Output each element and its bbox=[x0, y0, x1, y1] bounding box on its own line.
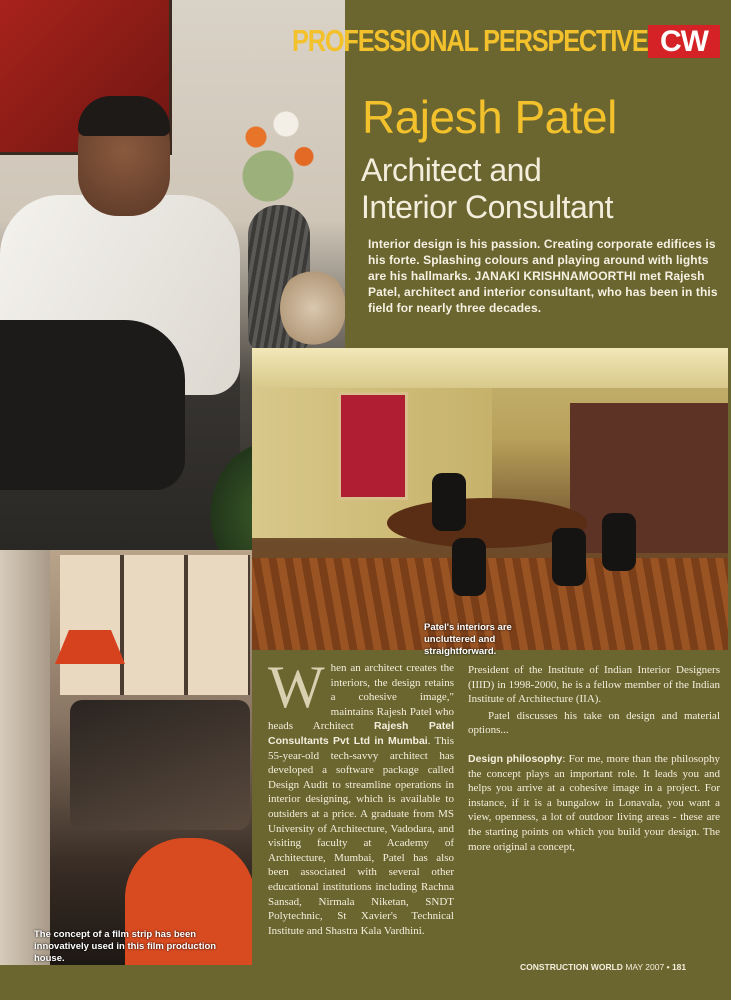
office-chair bbox=[602, 513, 636, 571]
article-column-1 bbox=[268, 654, 455, 938]
intro-standfirst: Interior design is his passion. Creating corporate edifices is his forte. Splashing colours and playing around with lights are his hallmarks. JANAKI KRISHNAMOORTHI met Rajesh Patel, architect and interior consultant, who has been in this field for nearly three decades. bbox=[368, 237, 718, 315]
subtitle-line-1: Architect and bbox=[361, 152, 542, 188]
studio-table bbox=[70, 700, 250, 830]
office-chair bbox=[452, 538, 486, 596]
office-chair bbox=[552, 528, 586, 586]
drop-cap: W bbox=[268, 654, 325, 720]
article-paragraph bbox=[268, 654, 455, 938]
article-paragraph bbox=[468, 752, 720, 854]
paragraph-text: hen an architect creates the interiors, the design retains a cohesive image," maintains Rajesh Patel who heads Architect bbox=[268, 662, 454, 733]
article-paragraph: Patel discusses his take on design and material options... bbox=[468, 709, 720, 737]
subtitle-line-2: Interior Consultant bbox=[361, 189, 613, 225]
article-column-2 bbox=[468, 661, 720, 854]
bullet: • bbox=[666, 962, 670, 972]
section-header bbox=[292, 22, 726, 60]
coral-decor bbox=[280, 268, 345, 348]
article-title: Rajesh Patel bbox=[362, 91, 617, 143]
office-photo bbox=[252, 348, 728, 650]
page-number: 181 bbox=[671, 962, 687, 972]
magazine-name: CONSTRUCTION WORLD bbox=[520, 962, 623, 972]
office-ceiling bbox=[252, 348, 728, 388]
red-artwork bbox=[338, 392, 408, 500]
section-title: PROFESSIONAL PERSPECTIVE bbox=[292, 23, 648, 58]
paragraph-text: . This 55-year-old tech-savvy architect has developed a software package called Design Audit to streamline operations in interior designing, which is available to outsiders at a price. A graduate from MS University of Architecture, Vadodara, and visiting faculty at Academy of Architecture, Mumbai, Patel has also been associated with several other educational institutions including Rachna Sansad, Nirmala Niketan, SNDT Polytechnic, St Xavier's Technical Institute and Shastra Kala Vardhini. bbox=[268, 734, 455, 937]
man-hair bbox=[78, 96, 170, 136]
office-chair bbox=[432, 473, 466, 531]
design-philosophy-heading: Design philosophy bbox=[468, 752, 563, 765]
man-legs bbox=[0, 320, 185, 490]
company-name: Rajesh Patel Consultants Pvt Ltd in Mumbai bbox=[268, 720, 454, 747]
issue-date: MAY 2007 bbox=[625, 962, 665, 972]
office-caption: Patel's interiors are uncluttered and straightforward. bbox=[424, 622, 512, 657]
page-footer bbox=[520, 962, 686, 972]
cw-logo: CW bbox=[648, 25, 720, 58]
article-paragraph-continued: President of the Institute of Indian Interior Designers (IIID) in 1998-2000, he is a fellow member of the Indian Institute of Architecture (IIA). bbox=[468, 664, 720, 706]
studio-photo bbox=[0, 550, 252, 965]
flower-arrangement bbox=[220, 85, 340, 215]
paragraph-text: : For me, more than the philosophy the concept plays an important role. It leads you and helps you arrive at a cohesive image in a project. For instance, if it is a bungalow in Lonavala, you want a view, openness, a lot of outdoor living areas - these are the starting points on which you build your design. The more original a concept, bbox=[468, 752, 720, 853]
office-back-wall bbox=[570, 403, 728, 553]
studio-column bbox=[0, 550, 50, 965]
film-strip-window bbox=[60, 555, 250, 695]
studio-caption: The concept of a film strip has been innovatively used in this film production house. bbox=[34, 929, 217, 964]
